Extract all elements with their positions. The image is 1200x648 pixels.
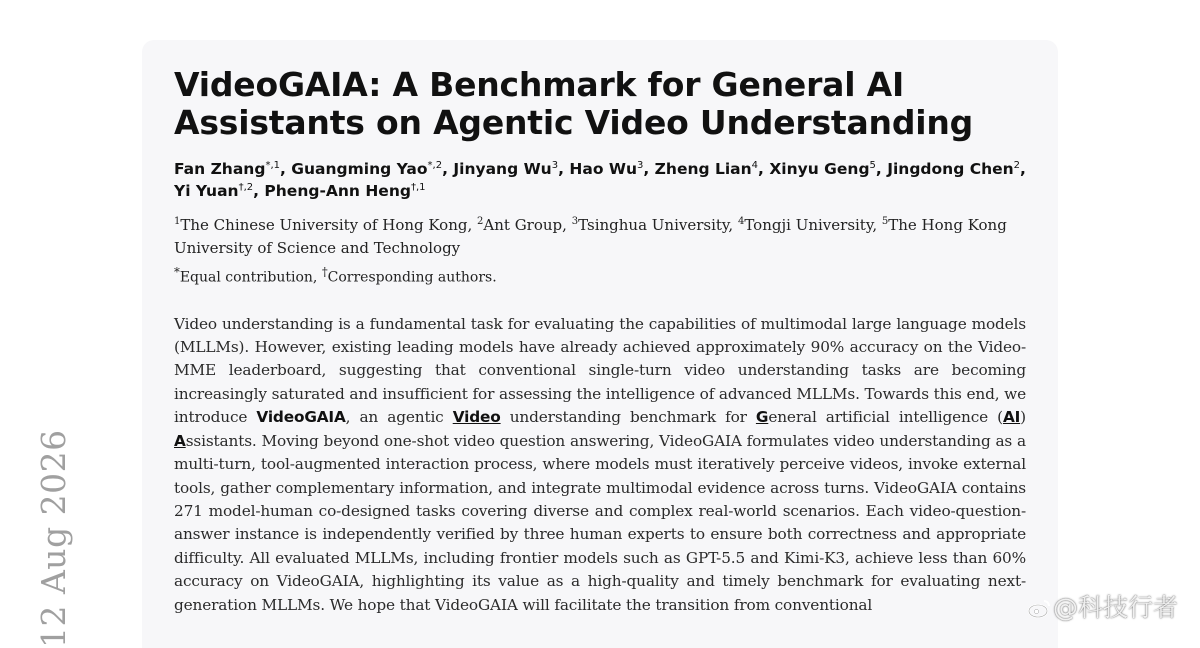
abstract-part: , an agentic — [345, 408, 453, 427]
note-mark: † — [321, 265, 328, 279]
paper-title-line-2: Assistants on Agentic Video Understanding — [174, 103, 974, 142]
author-name: Guangming Yao — [291, 160, 428, 178]
affiliation-number: 4 — [737, 216, 745, 227]
acronym-ai: AI — [1002, 408, 1021, 427]
author-separator: , — [442, 160, 454, 178]
author-separator: , — [758, 160, 770, 178]
abstract-part: ) — [1020, 408, 1026, 427]
affiliation-number: 2 — [477, 216, 484, 227]
author-name: Pheng-Ann Heng — [264, 182, 411, 200]
author-affiliation-mark: †,1 — [410, 181, 426, 193]
abstract-text — [174, 313, 1026, 617]
author-notes — [174, 261, 1026, 289]
weibo-logo-icon — [1027, 598, 1051, 618]
author-separator: , — [279, 160, 292, 178]
author-name: Jinyang Wu — [453, 160, 552, 178]
author-name: Xinyu Geng — [769, 160, 870, 178]
affiliation-separator: , — [728, 216, 738, 234]
abstract-part: ssistants — [185, 431, 252, 450]
author-affiliation-mark: *,2 — [427, 159, 443, 171]
author-affiliation-mark: *,1 — [265, 159, 280, 171]
note-text: Corresponding authors. — [327, 269, 497, 286]
acronym-video: Video — [452, 408, 501, 427]
author-separator: , — [875, 160, 888, 178]
note-text: Equal contribution — [179, 269, 313, 286]
affiliation-name: Tsinghua University — [578, 216, 729, 234]
author-affiliation-mark: 4 — [751, 159, 759, 171]
abstract-part: Video understanding is a fundamental task for evaluating the capabilities of multimodal large language models (MLLMs). However, existing leading models have already achieved approximately 90% accuracy on the Video-MME leaderboard, suggesting that conventional single-turn video understanding tasks are becoming increasingly saturated and insufficient for assessing the intelligence of advanced MLLMs. Towards this end, we introduce — [174, 314, 1026, 427]
author-affiliation-mark: 2 — [1013, 159, 1021, 171]
affiliation-number: 3 — [571, 216, 579, 227]
author-name: Yi Yuan — [174, 182, 239, 200]
affiliation-number: 5 — [881, 216, 889, 227]
affiliation-name: The Hong Kong University of Science and Technology — [174, 216, 1007, 257]
affiliation-number: 1 — [174, 216, 181, 227]
author-name: Fan Zhang — [174, 160, 266, 178]
author-separator: , — [643, 160, 655, 178]
author-separator: , — [1020, 160, 1026, 178]
abstract-part: . Moving beyond one-shot video question answering, VideoGAIA formulates video understanding as a multi-turn, tool-augmented interaction process, where models must iteratively perceive videos, invoke external tools, gather complementary information, and integrate multimodal evidence across turns. VideoGAIA contains 271 model-human co-designed tasks covering diverse and complex real-world scenarios. Each video-question-answer instance is independently verified by three human experts to ensure both correctness and appropriate difficulty. All evaluated MLLMs, including frontier models such as GPT-5.5 and Kimi-K3, achieve less than 60% accuracy on VideoGAIA, highlighting its value as a high-quality and timely benchmark for evaluating next-generation MLLMs. We hope that VideoGAIA will facilitate the transition from conventional — [174, 431, 1026, 614]
author-name: Hao Wu — [569, 160, 637, 178]
note-mark: * — [174, 265, 180, 279]
affiliation-name: The Chinese University of Hong Kong — [180, 216, 468, 234]
author-separator: , — [558, 160, 570, 178]
affiliation-name: Ant Group — [483, 216, 563, 234]
affiliation-separator: , — [872, 216, 882, 234]
author-affiliation-mark: 5 — [869, 159, 876, 171]
affiliation-list — [174, 214, 1026, 260]
paper-header — [174, 66, 1026, 617]
watermark-text: @科技行者 — [1052, 593, 1178, 622]
paper-title — [174, 66, 1026, 142]
author-affiliation-mark: 3 — [551, 159, 559, 171]
author-affiliation-mark: †,2 — [238, 181, 254, 193]
affiliation-separator: , — [562, 216, 572, 234]
author-name: Zheng Lian — [654, 160, 752, 178]
watermark — [1027, 588, 1178, 624]
note-separator: , — [312, 269, 322, 286]
author-name: Jingdong Chen — [887, 160, 1014, 178]
affiliation-separator: , — [467, 216, 478, 234]
author-separator: , — [253, 182, 265, 200]
benchmark-name: VideoGAIA — [256, 408, 346, 427]
author-list — [174, 158, 1026, 202]
abstract-part: understanding benchmark for — [500, 408, 756, 427]
acronym-a: A — [174, 431, 186, 450]
acronym-g: G — [755, 408, 769, 427]
author-affiliation-mark: 3 — [637, 159, 644, 171]
affiliation-name: Tongji University — [744, 216, 873, 234]
abstract-part: eneral artificial intelligence ( — [768, 408, 1003, 427]
arxiv-date-stamp: 12 Aug 2026 — [34, 429, 73, 648]
paper-title-line-1: VideoGAIA: A Benchmark for General AI — [174, 65, 905, 104]
